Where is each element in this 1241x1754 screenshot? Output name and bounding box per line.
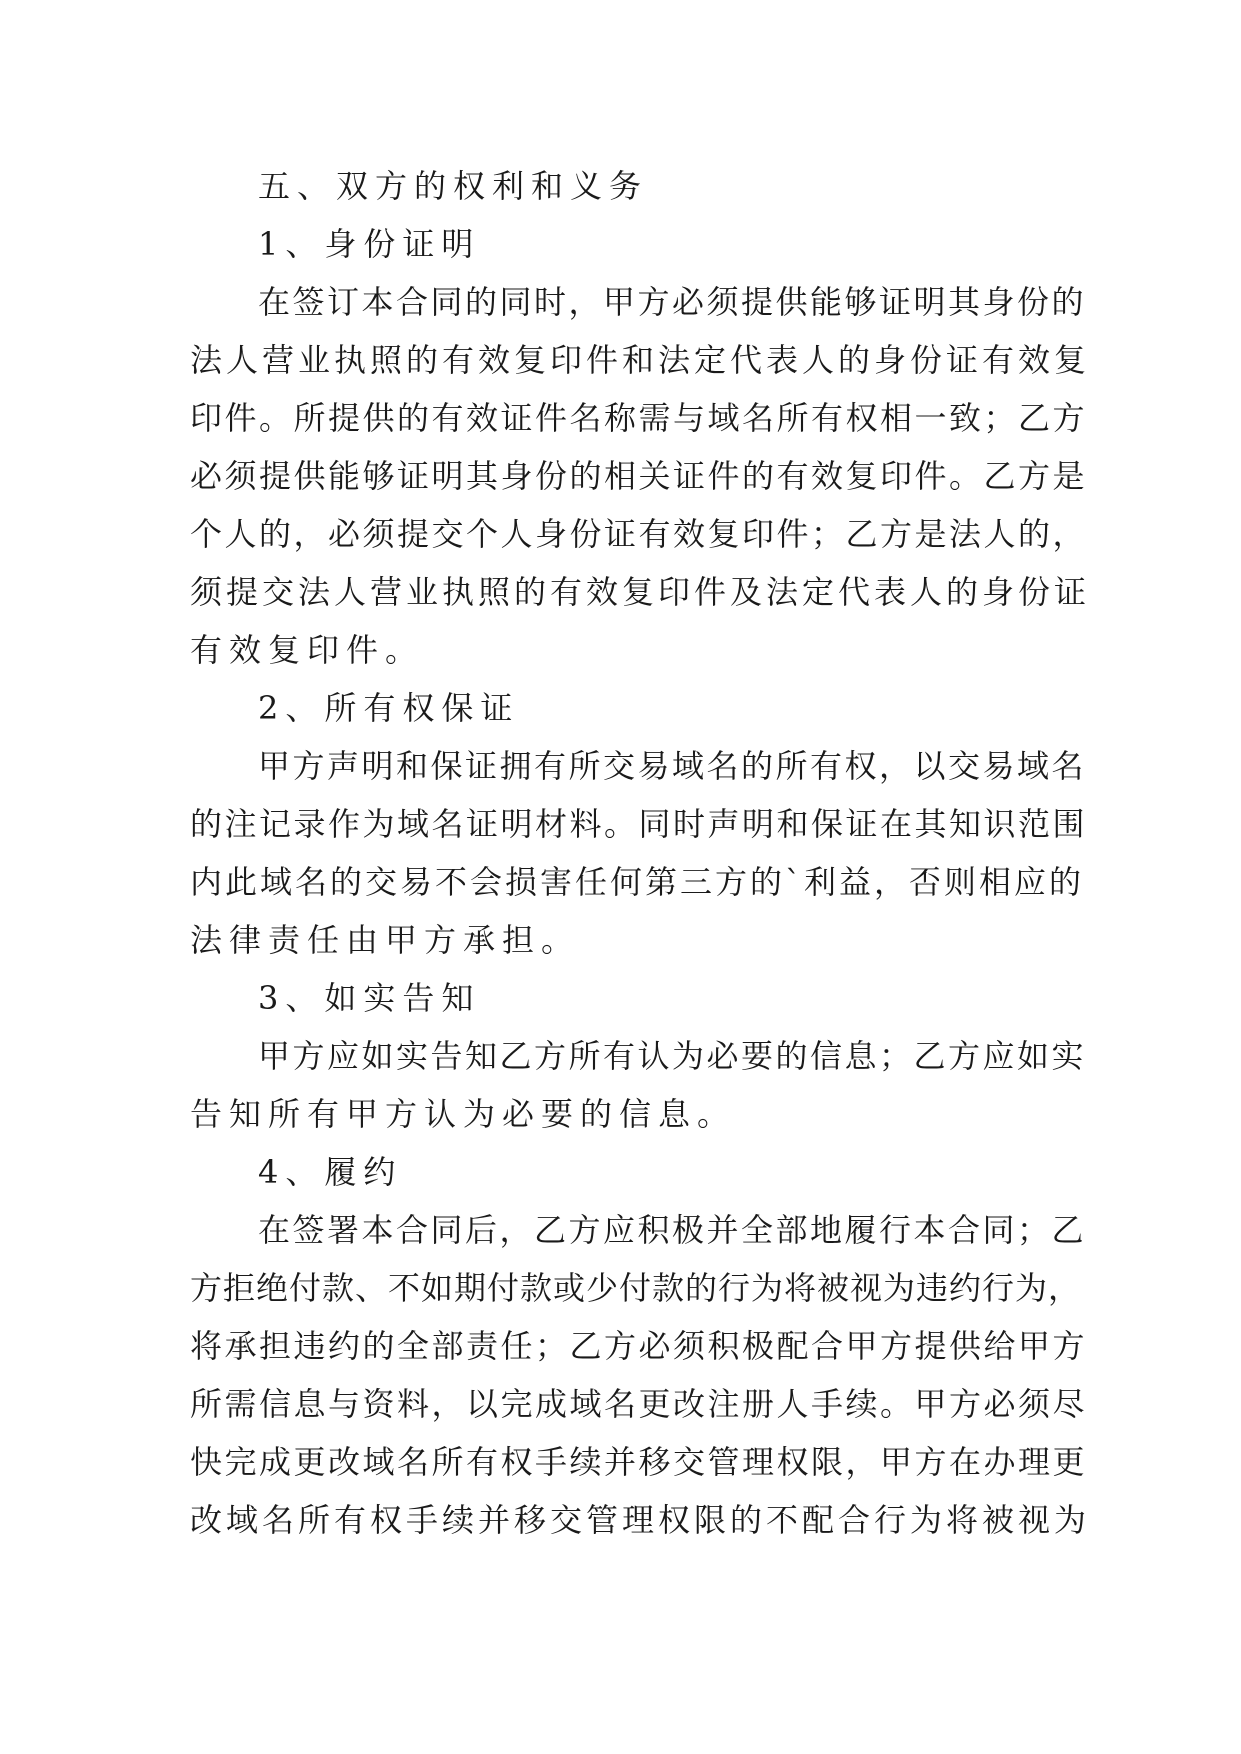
paragraph-line: 快完成更改域名所有权手续并移交管理权限，甲方在办理更: [190, 1443, 1088, 1481]
subheading: 2、所有权保证: [258, 689, 520, 727]
paragraph-line: 告知所有甲方认为必要的信息。: [190, 1095, 737, 1133]
paragraph-line: 方拒绝付款、不如期付款或少付款的行为将被视为违约行为，: [190, 1269, 1082, 1307]
paragraph-line: 内此域名的交易不会损害任何第三方的`利益，否则相应的: [190, 863, 1085, 901]
paragraph-line: 印件。所提供的有效证件名称需与域名所有权相一致；乙方: [190, 399, 1088, 437]
paragraph-line: 必须提供能够证明其身份的相关证件的有效复印件。乙方是: [190, 457, 1088, 495]
paragraph-line: 在签署本合同后，乙方应积极并全部地履行本合同；乙: [258, 1211, 1087, 1249]
paragraph-line: 法律责任由甲方承担。: [190, 921, 581, 959]
subheading: 3、如实告知: [258, 979, 481, 1017]
paragraph-line: 将承担违约的全部责任；乙方必须积极配合甲方提供给甲方: [190, 1327, 1088, 1365]
paragraph-line: 甲方应如实告知乙方所有认为必要的信息；乙方应如实: [258, 1037, 1087, 1075]
paragraph-line: 个人的，必须提交个人身份证有效复印件；乙方是法人的，: [190, 515, 1088, 553]
paragraph-line: 的注记录作为域名证明材料。同时声明和保证在其知识范围: [190, 805, 1088, 843]
subheading: 1、身份证明: [258, 225, 481, 263]
paragraph-line: 所需信息与资料，以完成域名更改注册人手续。甲方必须尽: [190, 1385, 1088, 1423]
paragraph-line: 在签订本合同的同时，甲方必须提供能够证明其身份的: [258, 283, 1087, 321]
subheading: 4、履约: [258, 1153, 403, 1191]
paragraph-line: 改域名所有权手续并移交管理权限的不配合行为将被视为: [190, 1501, 1091, 1539]
paragraph-line: 须提交法人营业执照的有效复印件及法定代表人的身份证: [190, 573, 1091, 611]
paragraph-line: 法人营业执照的有效复印件和法定代表人的身份证有效复: [190, 341, 1091, 379]
paragraph-line: 有效复印件。: [190, 631, 425, 669]
paragraph-line: 甲方声明和保证拥有所交易域名的所有权，以交易域名: [258, 747, 1087, 785]
section-heading: 五、双方的权利和义务: [258, 167, 649, 205]
